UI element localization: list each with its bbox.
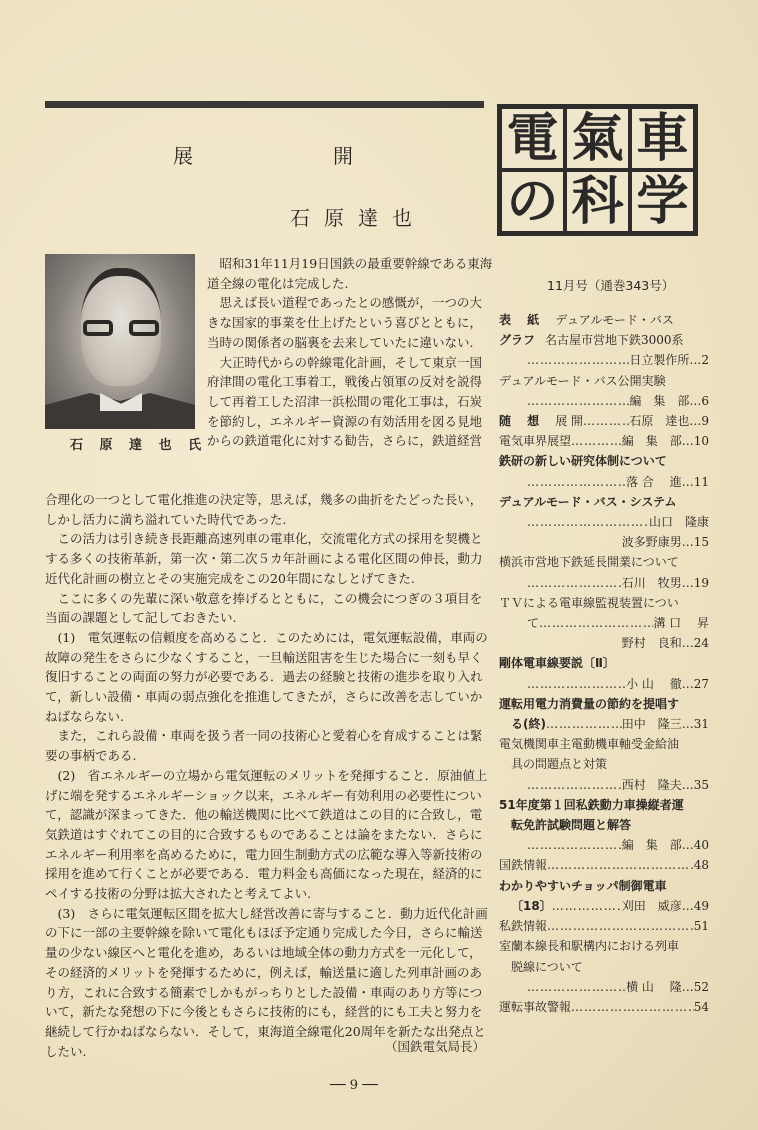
article-body-wide	[45, 490, 488, 1061]
leader-dots	[527, 775, 622, 795]
toc-item-chopper[interactable]	[499, 876, 709, 896]
toc-title: 51年度第１回私鉄動力車操縦者運	[499, 797, 684, 812]
body-line: ペイする技術の分野は拡大されたと考えてよい.	[45, 886, 312, 902]
article-title-char-2: 開	[333, 144, 353, 168]
toc-item-exam-cont	[499, 815, 709, 835]
article-author: 石原達也	[290, 206, 426, 230]
toc-item-tv-author-1	[499, 613, 709, 633]
body-line: (2) 省エネルギーの立場から電気運転のメリットを発揮すること．原油値上	[45, 767, 488, 783]
toc-author: 西村 隆夫…35	[621, 777, 709, 792]
toc-title: 名古屋市営地下鉄3000系	[545, 333, 684, 348]
toc-title: 展 開	[555, 414, 584, 429]
body-line: 採用を進めて行くことが必要である．電力料金も高価になった現在，経済的に	[45, 866, 483, 882]
body-line: いて，新たな発想の下に今後ともさらに技術的にも，経営的にも工夫と努力を	[45, 1004, 483, 1020]
toc-item-yokohama[interactable]	[499, 552, 709, 572]
toc-title-cont: る(終)	[511, 717, 546, 732]
toc-item-exam-author	[499, 835, 709, 855]
photo-glasses	[83, 320, 159, 338]
toc-item-power[interactable]	[499, 694, 709, 714]
toc-title-cont: 脱線について	[511, 959, 583, 974]
leader-dots	[527, 472, 626, 492]
toc-item-graph[interactable]	[499, 330, 709, 350]
body-line: 故障の発生をさらに少なくすること，一旦輸送阻害を生じた場合に一刻も早く	[45, 649, 483, 665]
toc-title-cont: 転免許試験問題と解答	[511, 818, 632, 833]
leader-dots	[527, 573, 622, 593]
body-line: 当面の課題として記しておきたい.	[45, 610, 237, 626]
body-line: 継続して行かねばならない．そして，東海道全線電化20周年を新たな出発点と	[45, 1023, 486, 1039]
logo-char: 車	[630, 107, 695, 170]
body-line: 思えば長い道程であったとの感慨が，一つの大	[207, 295, 482, 311]
body-line: り方，これに合致する簡素でしかもがっちりとした設備・車両のあり方等につ	[45, 984, 483, 1000]
body-line: 昭和31年11月19日国鉄の最重要幹線である東海	[207, 256, 493, 271]
body-line: 要の事柄である.	[45, 748, 137, 764]
toc-title: 運転事故警報	[499, 999, 572, 1014]
leader-dots	[527, 512, 649, 532]
body-line: 府津間の電化工事着工，戦後占領軍の反対を説得	[207, 374, 483, 390]
toc-item-loco-cont	[499, 754, 709, 774]
leader-dots	[527, 977, 626, 997]
toc-title: 私鉄情報	[499, 919, 548, 934]
leader-dots	[547, 916, 694, 936]
body-line: ねばならない.	[45, 708, 124, 724]
author-photo	[45, 254, 195, 429]
body-line: (1) 電気運転の信頼度を高めること．このためには，電気運転設備，車両の	[45, 629, 488, 645]
toc-item-dms-author-1	[499, 512, 709, 532]
photo-caption: 石 原 達 也 氏	[70, 438, 208, 453]
toc-item-muroran-author	[499, 977, 709, 997]
toc-item-muroran-cont	[499, 957, 709, 977]
toc-author: 溝 口 昇	[653, 616, 709, 631]
toc-author: 野村 良和…24	[621, 636, 709, 651]
toc-item-outlook[interactable]	[499, 431, 709, 451]
toc-author: 編 集 部…10	[621, 434, 709, 449]
leader-dots	[527, 350, 629, 370]
toc-title-cont: 〔18〕	[511, 898, 552, 913]
toc-item-exam[interactable]	[499, 795, 709, 815]
body-line: (3) さらに電気運転区間を拡大し経営改善に寄与すること．動力近代化計画	[45, 905, 488, 921]
body-line: 量の少ない線区へと電化を進め，あるいは地域全体の動力方式を一元化して，	[45, 945, 482, 961]
toc-item-private[interactable]	[499, 916, 709, 936]
body-line: この活力は引き続き長距離高速列車の電車化，交流電化方式の採用を契機と	[45, 531, 483, 547]
body-line: その経済的メリットを発揮するために，例えば，輸送量に適した列車計画のあ	[45, 964, 483, 980]
article-title-char-1: 展	[173, 144, 193, 168]
body-line: して再着工した沼津一浜松間の電化工事は，石炭	[207, 393, 483, 409]
body-line: 復旧することの両面の努力が必要である．過去の経験と技術の進歩を取り入れ	[45, 669, 483, 685]
toc-title: デュアルモード・バス公開実験	[499, 373, 666, 388]
toc-page: 51	[693, 919, 709, 934]
leader-dots	[547, 855, 694, 875]
toc-title: デュアルモード・バス・システム	[499, 494, 677, 509]
toc-page: 48	[693, 858, 709, 873]
toc-item-dms-author-2	[499, 532, 709, 552]
body-line: の下に一部の主要幹線を除いて電化もほぼ予定通り完成した今日，さらに輸送	[45, 925, 483, 941]
body-line: 大正時代からの幹線電化計画，そして東京一国	[207, 354, 483, 370]
toc-item-lab-author	[499, 472, 709, 492]
body-line: する多くの技術革新，第一次・第二次５カ年計画による電化区間の伸長，動力	[45, 551, 483, 567]
toc-author: 横 山 隆…52	[626, 979, 709, 994]
toc-item-accident[interactable]	[499, 997, 709, 1017]
toc-item-chopper-author	[499, 896, 709, 916]
toc-author: 編 集 部…40	[621, 838, 709, 853]
magazine-logo	[497, 104, 698, 236]
body-line: げに端を発するエネルギーショック以来，エネルギー有効利用の必要性につい	[45, 787, 482, 803]
body-line: したい.	[45, 1043, 87, 1059]
toc-item-loco[interactable]	[499, 734, 709, 754]
table-of-contents	[499, 310, 709, 1017]
toc-page: 54	[693, 999, 709, 1014]
toc-item-tv[interactable]	[499, 593, 709, 613]
leader-dots	[539, 613, 653, 633]
body-line: 当時の関係者の脳裏を去来していたに違いない.	[207, 334, 474, 350]
toc-item-jnr[interactable]	[499, 855, 709, 875]
logo-char: 電	[500, 107, 565, 170]
toc-author: 波多野康男…15	[621, 535, 709, 550]
leader-dots	[552, 896, 622, 916]
leader-dots	[583, 411, 629, 431]
toc-label: 表 紙	[499, 313, 546, 327]
toc-author: 石原 達也…9	[629, 414, 709, 429]
toc-title: 鉄研の新しい研究体制について	[499, 454, 667, 469]
toc-title: 剛体電車線要説〔Ⅱ〕	[499, 656, 615, 671]
leader-dots	[546, 714, 622, 734]
leader-dots	[571, 997, 694, 1017]
leader-dots	[527, 674, 626, 694]
body-line: 近代化計画の樹立とその実施完成をこの20年間になしとげてきた.	[45, 570, 415, 586]
author-affiliation: （国鉄電気局長）	[385, 1039, 486, 1054]
toc-title-cont: て	[527, 616, 540, 631]
logo-char: 科	[565, 170, 630, 233]
toc-item-rigid-author	[499, 674, 709, 694]
logo-char: 氣	[565, 107, 630, 170]
toc-item-lab[interactable]	[499, 451, 709, 471]
body-line: しかし活力に満ち溢れていた時代であった.	[45, 511, 287, 527]
toc-title: 室蘭本線長和駅構内における列車	[499, 939, 680, 954]
toc-author: 日立製作所…2	[629, 353, 709, 368]
page-number: ── 9 ──	[330, 1078, 378, 1093]
toc-author: 刈田 威彦…49	[621, 898, 709, 913]
toc-author: 石川 牧男…19	[621, 575, 709, 590]
toc-item-essay[interactable]	[499, 411, 709, 431]
toc-item-rigid[interactable]	[499, 653, 709, 673]
toc-item-loco-author	[499, 775, 709, 795]
body-line: を節約し，エネルギー資源の有効活用を図る見地	[207, 413, 483, 429]
body-line: て，認識が深まってきた．他の輸送機関に比べて鉄道はこの目的に合致し，電	[45, 807, 483, 823]
toc-item-yokohama-author	[499, 573, 709, 593]
toc-author: 田中 隆三…31	[621, 717, 709, 732]
toc-item-tv-author-2	[499, 633, 709, 653]
toc-item-muroran[interactable]	[499, 936, 709, 956]
toc-title: わかりやすいチョッパ制御電車	[499, 878, 667, 893]
toc-title: 国鉄情報	[499, 858, 548, 873]
body-line: て，新しい設備・車両の弱点強化を推進してきたが，さらに改善を志していか	[45, 689, 483, 705]
toc-item-dms[interactable]	[499, 492, 709, 512]
body-line: また，これら設備・車両を扱う者一同の技術心と愛着心を育成することは緊	[45, 728, 483, 744]
body-line: ここに多くの先輩に深い敬意を捧げるとともに，この機会につぎの３項目を	[45, 590, 483, 606]
toc-item-cover[interactable]	[499, 310, 709, 330]
toc-author: 小 山 徹…27	[626, 676, 709, 691]
logo-char: の	[500, 170, 565, 233]
toc-title: 運転用電力消費量の節約を提唱す	[499, 696, 680, 711]
leader-dots	[527, 391, 629, 411]
toc-title: ＴＶによる電車線監視装置につい	[499, 595, 679, 610]
body-line: 道全線の電化は完成した.	[207, 275, 349, 291]
article-body-narrow	[207, 254, 493, 451]
body-line: 合理化の一つとして電化推進の決定等，思えば，幾多の曲折をたどった長い，	[45, 492, 483, 507]
logo-char: 学	[630, 170, 695, 233]
toc-item-demo-author	[499, 391, 709, 411]
toc-title: 電気車界展望	[499, 434, 572, 449]
toc-item-graph-author	[499, 350, 709, 370]
toc-author: 落 合 進…11	[626, 474, 709, 489]
toc-title: 横浜市営地下鉄延長開業について	[499, 555, 679, 570]
body-line: エネルギー利用率を高めるために，電力回生制動方式の広範な導入等新技術の	[45, 846, 483, 862]
toc-item-demo[interactable]	[499, 371, 709, 391]
leader-dots	[527, 835, 622, 855]
toc-author: 編 集 部…6	[629, 393, 709, 408]
body-line: 気鉄道はすぐれてこの目的に合致するものであることは論をまたない．さらに	[45, 826, 483, 842]
toc-label: 随 想	[499, 414, 546, 429]
toc-label: グラフ	[499, 333, 536, 348]
toc-title: デュアルモード・バス	[555, 313, 674, 327]
toc-title: 電気機関車主電動機車軸受金給油	[499, 737, 680, 752]
issue-number: 11月号（通巻343号）	[547, 278, 675, 293]
toc-item-power-author	[499, 714, 709, 734]
leader-dots	[571, 431, 622, 451]
toc-title-cont: 具の問題点と対策	[511, 757, 608, 772]
toc-author: 山口 隆康	[648, 515, 709, 530]
body-line: きな国家的事業を仕上げたという喜びとともに，	[207, 315, 483, 331]
body-line: からの鉄道電化に対する勧告，さらに，鉄道経営	[207, 433, 483, 449]
header-rule	[45, 101, 484, 108]
